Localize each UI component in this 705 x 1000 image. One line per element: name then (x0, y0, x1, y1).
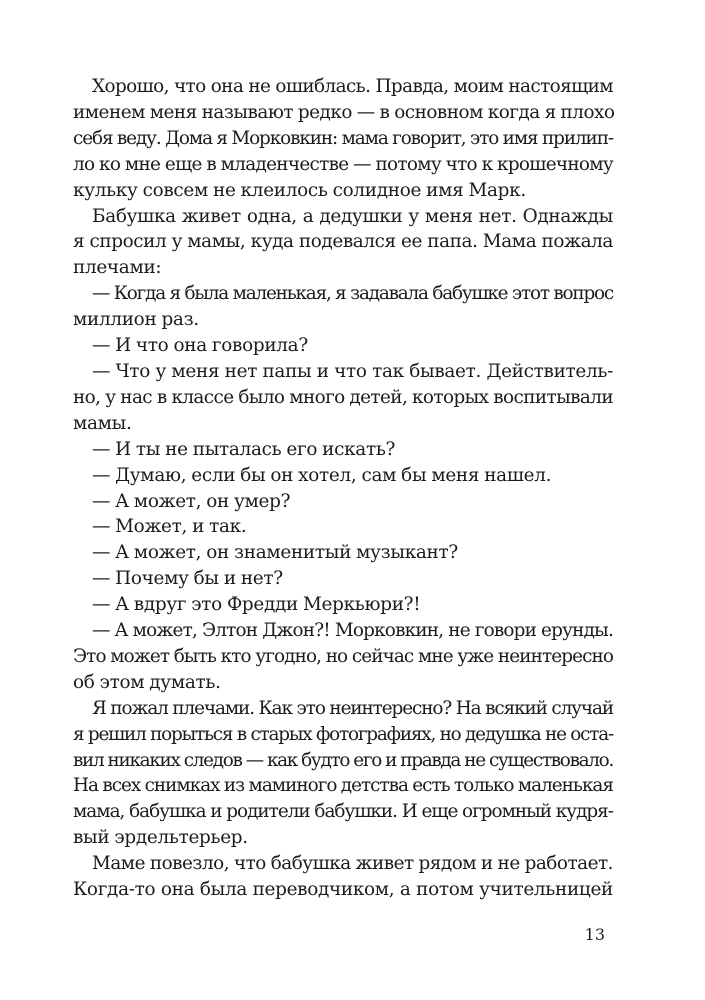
text-line: — Когда я была маленькая, я задавала бабушке этот вопрос (92, 283, 613, 305)
text-line: вил никаких следов — как будто его и правда не существовало. (73, 749, 613, 771)
text-line: плечами: (73, 257, 162, 279)
text-line: На всех снимках из маминого детства есть только маленькая (73, 775, 614, 797)
text-line: — А может, Элтон Джон?! Морковкин, не говори ерунды. (92, 620, 613, 642)
text-line: именем меня называют редко — в основном когда я плохо (73, 101, 615, 123)
text-line: я решил порыться в старых фотографиях, но дедушка не оста- (73, 723, 613, 745)
text-line: мамы. (73, 412, 132, 434)
body-text (73, 74, 613, 903)
text-line: Хорошо, что она не ошиблась. Правда, моим настоящим (92, 76, 613, 97)
page-number: 13 (584, 925, 605, 944)
text-line: ло ко мне еще в младенчестве — потому что к крошечному (73, 153, 613, 175)
text-line: Это может быть кто угодно, но сейчас мне уже неинтересно (73, 645, 613, 667)
text-line: но, у нас в классе было много детей, которых воспитывали (73, 386, 613, 408)
text-line: — Почему бы и нет? (92, 568, 283, 590)
text-line: — А может, он умер? (92, 490, 291, 512)
text-line: об этом думать. (73, 671, 221, 693)
text-line: — А вдруг это Фредди Меркьюри?! (92, 594, 421, 616)
text-line: — Что у меня нет папы и что так бывает. Действитель- (92, 360, 613, 382)
text-line: — А может, он знаменитый музыкант? (92, 542, 458, 564)
text-line: — Может, и так. (92, 516, 247, 538)
text-line: Когда-то она была переводчиком, а потом учительницей (73, 879, 613, 901)
text-line: Я пожал плечами. Как это неинтересно? На всякий случай (92, 697, 613, 719)
text-line: Бабушка живет одна, а дедушки у меня нет. Однажды (92, 205, 613, 227)
text-line: Маме повезло, что бабушка живет рядом и не работает. (92, 853, 613, 875)
text-line: себя веду. Дома я Морковкин: мама говорит, это имя прилип- (73, 127, 613, 149)
text-line: миллион раз. (73, 309, 199, 331)
text-line: — И что она говорила? (92, 335, 308, 357)
text-line: я спросил у мамы, куда подевался ее папа. Мама пожала (73, 231, 613, 253)
text-line: вый эрдельтерьер. (73, 827, 248, 849)
text-line: мама, бабушка и родители бабушки. И еще огромный кудря- (73, 801, 613, 823)
text-line: — И ты не пыталась его искать? (92, 438, 396, 460)
text-line: кульку совсем не клеилось солидное имя Марк. (73, 179, 526, 201)
text-line: — Думаю, если бы он хотел, сам бы меня нашел. (92, 464, 552, 486)
